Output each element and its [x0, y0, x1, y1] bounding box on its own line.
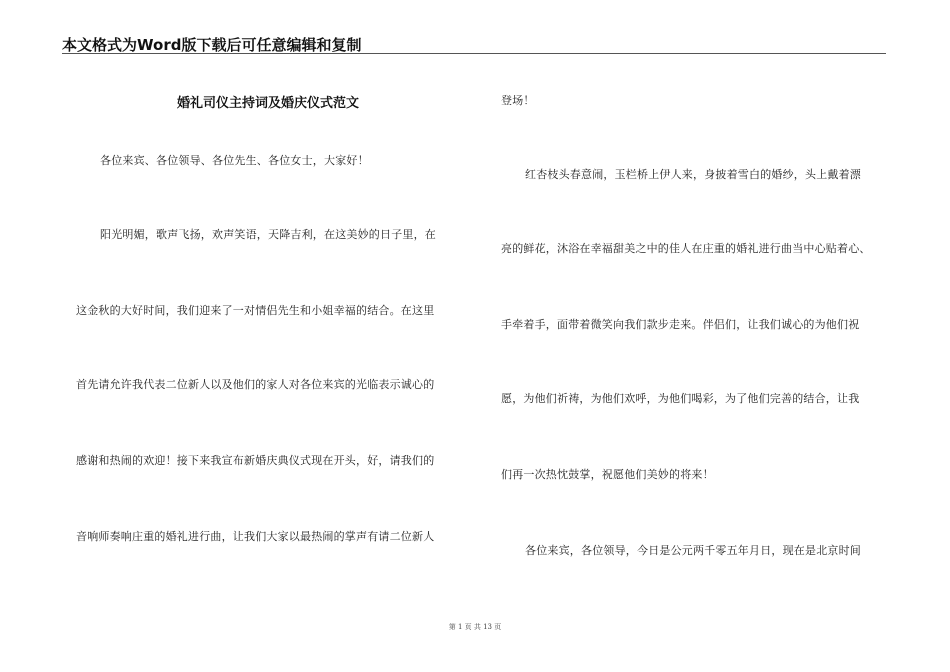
- left-column: [72, 80, 464, 620]
- document-header: 本文格式为Word版下载后可任意编辑和复制: [62, 36, 362, 54]
- paragraph-line: 登场！: [501, 94, 535, 107]
- paragraph-line: 首先请允许我代表二位新人以及他们的家人对各位来宾的光临表示诚心的: [76, 378, 435, 391]
- paragraph-line: 红杏枝头春意闹，玉栏桥上伊人来，身披着雪白的婚纱，头上戴着漂: [525, 168, 861, 181]
- document-title: 婚礼司仪主持词及婚庆仪式范文: [176, 96, 359, 111]
- paragraph-line: 愿，为他们祈祷，为他们欢呼，为他们喝彩，为了他们完善的结合，让我: [501, 392, 860, 405]
- header-divider: [62, 53, 886, 54]
- paragraph-line: 音响师奏响庄重的婚礼进行曲，让我们大家以最热闹的掌声有请二位新人: [76, 530, 435, 543]
- page-number-footer: 第 1 页 共 13 页: [448, 623, 502, 631]
- paragraph-line: 各位来宾、各位领导、各位先生、各位女士，大家好！: [100, 154, 369, 167]
- right-column: [497, 80, 889, 620]
- paragraph-line: 手牵着手，面带着微笑向我们款步走来。伴侣们，让我们诚心的为他们祝: [501, 318, 860, 331]
- paragraph-line: 们再一次热忱鼓掌，祝愿他们美妙的将来！: [501, 468, 714, 481]
- paragraph-line: 这金秋的大好时间，我们迎来了一对情侣先生和小姐幸福的结合。在这里: [76, 304, 435, 317]
- paragraph-line: 亮的鲜花，沐浴在幸福甜美之中的佳人在庄重的婚礼进行曲当中心贴着心、: [501, 242, 871, 255]
- paragraph-line: 感谢和热闹的欢迎！接下来我宣布新婚庆典仪式现在开头，好，请我们的: [76, 454, 435, 467]
- paragraph-line: 阳光明媚，歌声飞扬，欢声笑语，天降吉利，在这美妙的日子里，在: [100, 228, 436, 241]
- paragraph-line: 各位来宾，各位领导，今日是公元两千零五年月日，现在是北京时间: [525, 544, 861, 557]
